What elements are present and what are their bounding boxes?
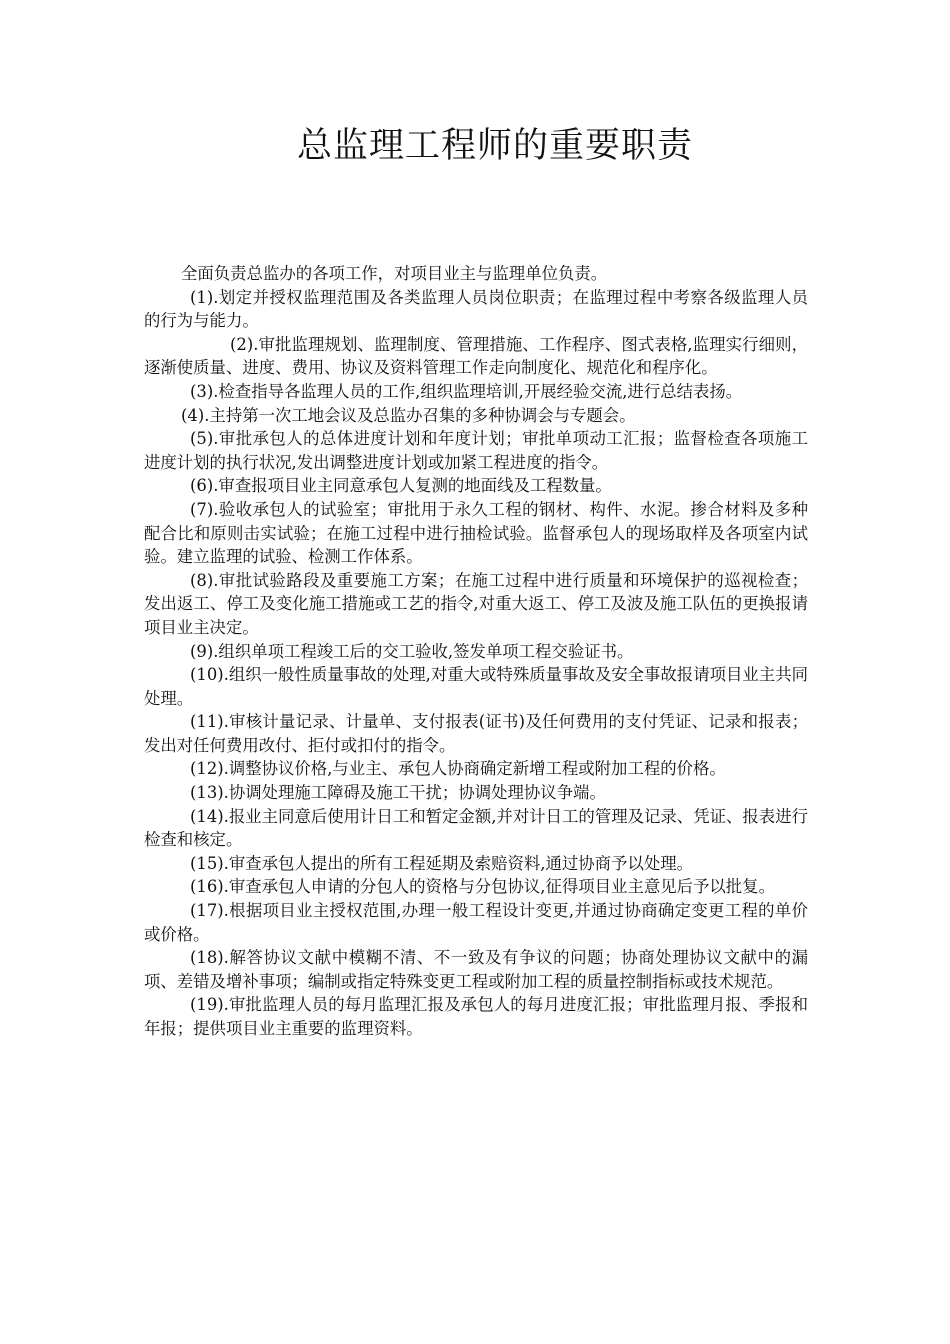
paragraph-item-14: (14).报业主同意后使用计日工和暂定金额,并对计日工的管理及记录、凭证、报表进行检查和核定。 bbox=[144, 806, 808, 850]
paragraph-item-18: (18).解答协议文献中模糊不清、不一致及有争议的问题；协商处理协议文献中的漏项、差错及增补事项；编制或指定特殊变更工程或附加工程的质量控制指标或技术规范。 bbox=[144, 948, 808, 991]
paragraph-item-4: (4).主持第一次工地会议及总监办召集的多种协调会与专题会。 bbox=[181, 405, 636, 425]
paragraph-item-10: (10).组织一般性质量事故的处理,对重大或特殊质量事故及安全事故报请项目业主共同处理。 bbox=[144, 665, 808, 708]
paragraph-item-11: (11).审核计量记录、计量单、支付报表(证书)及任何费用的支付凭证、记录和报表；发出对任何费用改付、拒付或扣付的指令。 bbox=[144, 712, 808, 755]
page-title: 总监理工程师的重要职责 bbox=[296, 126, 693, 166]
paragraph-item-3: (3).检查指导各监理人员的工作,组织监理培训,开展经验交流,进行总结表扬。 bbox=[190, 381, 743, 401]
paragraph-item-6: (6).审查报项目业主同意承包人复测的地面线及工程数量。 bbox=[190, 476, 612, 496]
paragraph-item-12: (12).调整协议价格,与业主、承包人协商确定新增工程或附加工程的价格。 bbox=[190, 759, 726, 779]
paragraph-item-16: (16).审查承包人申请的分包人的资格与分包协议,征得项目业主意见后予以批复。 bbox=[190, 877, 775, 897]
paragraph-item-5: (5).审批承包人的总体进度计划和年度计划；审批单项动工汇报；监督检查各项施工进度计划的执行状况,发出调整进度计划或加紧工程进度的指令。 bbox=[144, 429, 808, 472]
document-body bbox=[144, 262, 808, 1041]
paragraph-item-9: (9).组织单项工程竣工后的交工验收,签发单项工程交验证书。 bbox=[190, 641, 634, 661]
paragraph-item-8: (8).审批试验路段及重要施工方案；在施工过程中进行质量和环境保护的巡视检查；发出返工、停工及变化施工措施或工艺的指令,对重大返工、停工及波及施工队伍的更换报请项目业主决定。 bbox=[144, 570, 808, 637]
paragraph-item-19: (19).审批监理人员的每月监理汇报及承包人的每月进度汇报；审批监理月报、季报和年报；提供项目业主重要的监理资料。 bbox=[144, 995, 808, 1038]
paragraph-item-13: (13).协调处理施工障碍及施工干扰；协调处理协议争端。 bbox=[190, 783, 606, 803]
paragraph-intro: 全面负责总监办的各项工作，对项目业主与监理单位负责。 bbox=[181, 264, 608, 283]
paragraph-item-17: (17).根据项目业主授权范围,办理一般工程设计变更,并通过协商确定变更工程的单价或价格。 bbox=[144, 901, 808, 944]
paragraph-item-2: (2).审批监理规划、监理制度、管理措施、工作程序、图式表格,监理实行细则，逐渐使质量、进度、费用、协议及资料管理工作走向制度化、规范化和程序化。 bbox=[144, 334, 808, 378]
paragraph-item-7: (7).验收承包人的试验室；审批用于永久工程的钢材、构件、水泥。掺合材料及多种配合比和原则击实试验；在施工过程中进行抽检试验。监督承包人的现场取样及各项室内试验。建立监理的试验、检测工作体系。 bbox=[144, 499, 808, 567]
paragraph-item-15: (15).审查承包人提出的所有工程延期及索赔资料,通过协商予以处理。 bbox=[190, 853, 694, 873]
paragraph-item-1: (1).划定并授权监理范围及各类监理人员岗位职责；在监理过程中考察各级监理人员的行为与能力。 bbox=[144, 287, 808, 331]
